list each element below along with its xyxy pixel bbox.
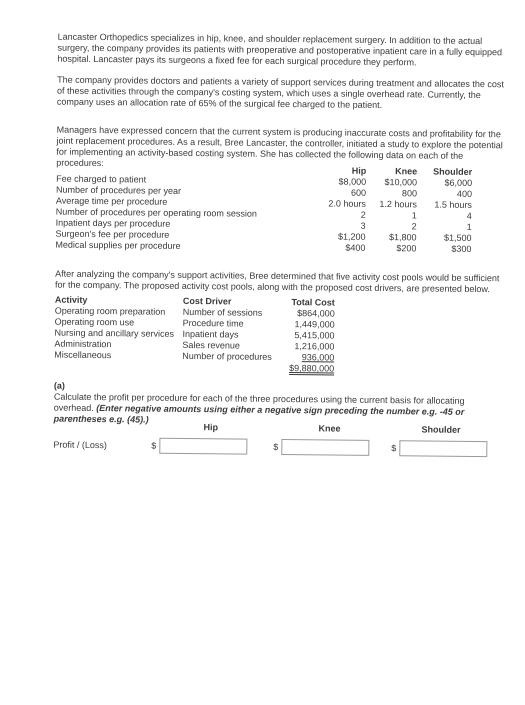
answer-row <box>53 437 503 462</box>
column-header-cost-driver: Cost Driver <box>182 295 232 307</box>
intro-paragraph-2: The company provides doctors and patients a variety of support services during treatment and allocates the cost of these activities through the company's costing system, which uses a single overhead rate. Currently, the company uses an allocation rate of 65% of the surgical fee charged to the patient. <box>56 74 504 111</box>
grand-total-cost: $9,880,000 <box>289 363 335 374</box>
cell-knee: $10,000 <box>384 177 418 188</box>
cost-driver: Number of procedures <box>182 350 272 362</box>
currency-symbol: $ <box>391 443 397 454</box>
cell-knee: 1.2 hours <box>379 198 417 210</box>
answer-header-knee: Knee <box>318 423 341 434</box>
answer-header-hip: Hip <box>203 422 219 433</box>
analysis-paragraph: After analyzing the company's support activities, Bree determined that five activity cost pools would be sufficient for the company. The proposed activity cost pools, along with the proposed cost drivers, are presented below. <box>54 268 500 295</box>
procedure-data-table <box>55 163 486 255</box>
cell-knee: 1 <box>411 210 417 221</box>
cell-shoulder: $300 <box>451 243 472 254</box>
question-entry-note: (Enter negative amounts using either a negative sign preceding the number e.g. -45 or parentheses e.g. (45).) <box>53 403 465 425</box>
hip-profit-input[interactable] <box>159 438 247 455</box>
cell-knee: $1,800 <box>388 232 417 243</box>
cell-hip: $400 <box>345 242 366 253</box>
cost-driver: Procedure time <box>182 317 244 329</box>
currency-symbol: $ <box>273 441 279 452</box>
cell-hip: $8,000 <box>338 176 367 187</box>
row-label: Fee charged to patient <box>56 173 147 185</box>
total-row <box>54 361 354 375</box>
cell-shoulder: 1 <box>466 221 472 232</box>
activity-name: Miscellaneous <box>54 349 112 361</box>
cell-shoulder: 400 <box>456 188 473 199</box>
cell-hip: $1,200 <box>337 231 366 242</box>
column-header-activity: Activity <box>54 294 88 305</box>
column-header-total-cost: Total Cost <box>291 297 335 308</box>
cost-driver: Sales revenue <box>182 339 240 351</box>
answer-table <box>53 421 503 462</box>
column-header-shoulder: Shoulder <box>433 166 473 177</box>
total-cost: 1,449,000 <box>294 319 335 330</box>
knee-profit-input[interactable] <box>281 439 369 456</box>
activity-name: Administration <box>54 338 112 350</box>
cell-knee: 800 <box>401 188 418 199</box>
cost-driver: Number of sessions <box>182 306 263 318</box>
activity-name: Nursing and ancillary services <box>54 327 175 339</box>
cell-shoulder: $1,500 <box>443 232 472 243</box>
row-label: Number of procedures per operating room session <box>55 206 257 219</box>
cell-hip: 2 <box>360 209 366 220</box>
activity-name: Operating room use <box>54 316 135 328</box>
currency-symbol: $ <box>151 440 157 451</box>
cost-driver: Inpatient days <box>182 328 239 340</box>
cell-hip: 3 <box>360 220 366 231</box>
activity-name: Operating room preparation <box>54 305 166 317</box>
column-header-hip: Hip <box>351 165 367 176</box>
activity-cost-table <box>54 295 355 375</box>
cell-shoulder: $6,000 <box>444 177 473 188</box>
column-header-knee: Knee <box>395 166 418 177</box>
cell-hip: 600 <box>350 187 367 198</box>
row-label: Number of procedures per year <box>55 184 182 196</box>
total-cost: 5,415,000 <box>294 330 335 341</box>
answer-header-shoulder: Shoulder <box>421 424 461 435</box>
intro-paragraph-3: Managers have expressed concern that the current system is producing inaccurate costs and profitability for the joint replacement procedures. As a result, Bree Lancaster, the controller, initiated a study to explore the potential for implementing an activity-based costing system. She has collected the following data on each of the procedures: <box>56 124 503 169</box>
intro-paragraph-1: Lancaster Orthopedics specializes in hip, knee, and shoulder replacement surgery. In addition to the actual surgery, the company provides its patients with preoperative and postoperative inpatient care in a fully equipped hospital. Lancaster pays its surgeons a fixed fee for each surgical procedure they perform. <box>57 31 503 68</box>
cell-knee: 2 <box>411 221 417 232</box>
row-label: Inpatient days per procedure <box>55 217 171 229</box>
question-part-label: (a) <box>53 380 66 391</box>
cell-shoulder: 1.5 hours <box>434 199 472 210</box>
cell-shoulder: 4 <box>466 210 472 221</box>
total-cost: 936,000 <box>301 352 335 363</box>
question-instruction: Calculate the profit per procedure for each of the three procedures using the current basis for allocating overhead. <box>53 391 465 414</box>
total-cost: $864,000 <box>297 308 335 319</box>
row-label: Surgeon's fee per procedure <box>55 228 170 240</box>
shoulder-profit-input[interactable] <box>399 440 487 457</box>
cell-hip: 2.0 hours <box>328 198 366 209</box>
profit-loss-label: Profit / (Loss) <box>53 439 107 451</box>
row-label: Medical supplies per procedure <box>55 239 181 251</box>
cell-knee: $200 <box>396 243 417 254</box>
total-cost: 1,216,000 <box>294 341 335 352</box>
row-label: Average time per procedure <box>55 195 168 207</box>
